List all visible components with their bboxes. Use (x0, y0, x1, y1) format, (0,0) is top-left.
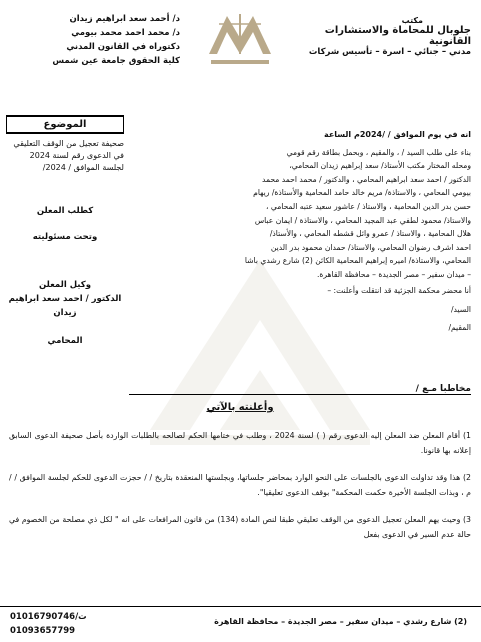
office-name: جلوبال للمحاماة والاستشارات القانونية (324, 25, 471, 47)
subject-description: صحيفة تعجيل من الوقف التعليقي في الدعوى رقم لسنة 2024 لجلسة الموافق / 2024/ (13, 139, 124, 172)
body-line: هلال المحامية ، والاستاذ / عمرو وائل قشطه المحامي ، والأستاذ/ (269, 229, 471, 239)
list-item: 2) هذا وقد تداولت الدعوى بالجلسات على النحو الوارد بمحاضر جلساتها، وبجلستها المنعقدة بتاريخ / / حجزت الدعوى للحكم لجلسة الموافق / / م ، وبذات الجلسة الأخيرة حكمت المحكمة" بوقف الدعوى تعليقيا". (9, 473, 471, 497)
agent-name: الدكتور / احمد سعد ابراهيم زيدان (8, 294, 122, 318)
footer-address: (2) شارع رشدي – ميدان سفير – مصر الجديدة – محافظة القاهرة (214, 617, 467, 626)
body-line: ومحله المختار مكتب الأستاذ/ سعد إبراهيم زيدان المحامي، (289, 161, 471, 171)
announce-title: وأعلنته بالآتي (206, 402, 274, 413)
body-line: بيومي المحامي ، والاستاذة/ مريم خالد حامد المحامية والأستاذة/ ريهام (253, 188, 471, 198)
body-line: المحامي، والاستاذة/ اميره إبراهيم المحامية الكائن (2) شارع رشدي باشا (244, 256, 471, 266)
body-line: – ميدان سفير – مصر الجديدة – محافظة القاهرة. (316, 269, 471, 279)
phone-2: 01093657799 (10, 626, 76, 636)
subject-title: الموضوع (6, 115, 124, 134)
footer-phones (10, 610, 87, 638)
office-services: مدني – جنائي – اسرة – تأسيس شركات (308, 47, 471, 57)
agent-title: وكيل المعلن (39, 280, 91, 290)
lawyer-line-1: د/ أحمد سعد ابراهيم زيدان (69, 14, 180, 24)
requester-sub: وتحت مسئوليته (32, 232, 98, 242)
mr-label: السيد/ (450, 305, 471, 315)
body-line: احمد اشرف رضوان المحامي، والاستاذ/ حمدان محمود بدر الدين (270, 242, 471, 252)
lawyer-line-3: دكتوراه في القانون المدني (66, 42, 180, 52)
office-info (281, 16, 471, 57)
body-line: بناء على طلب السيد / ، والمقيم ، وبحمل بطاقة رقم قومي (286, 147, 471, 157)
list-item: 3) وحيث يهم المعلن تعجيل الدعوى من الوقف تعليقي طبقا لنص المادة (134) من قانون المرافعات على انه " لكل ذي مصلحة من الخصوم في حالة عدم السير في الدعوى بفعل (9, 515, 471, 539)
date-line: انه في يوم الموافق / /2024م الساعة (323, 130, 471, 139)
agent-role: المحامي (47, 336, 83, 346)
main-body (129, 128, 471, 334)
body-line: والاستاذ/ محمود لطفي عبد المجيد المحامي ، والاستاذة / ايمان عباس (254, 215, 471, 225)
bailiff-line: أنا محضر محكمة الجزئية قد انتقلت وأعلنت: – (327, 285, 471, 295)
lawyers-info (8, 12, 180, 68)
lawyer-line-2: د/ محمد احمد محمد بيومي (71, 28, 180, 38)
company-logo (205, 10, 275, 72)
lawyer-line-4: كلية الحقوق جامعة عين شمس (52, 56, 180, 66)
list-item: 1) أقام المعلن ضد المعلن إليه الدعوى رقم ( ) لسنة 2024 ، وطلب في ختامها الحكم لصالحه بالطلبات الواردة بأصل صحيفة الدعوى السابق إعلانه بها قانونا. (9, 431, 472, 455)
resident-label: المقيم/ (448, 322, 471, 332)
phone-1: ت/01016790746 (10, 612, 87, 622)
office-label: مكتب (401, 16, 423, 25)
notice-with: مخاطبا مـع / (129, 384, 471, 395)
items-list (9, 428, 471, 554)
requester-title: كطلب المعلن (36, 206, 94, 216)
side-column (6, 115, 124, 348)
body-line: حسن بدر الدين المحامية ، والاستاذ / عاشور سعيد عتبه المحامي ، (266, 201, 471, 211)
body-line: الدكتور / احمد سعد ابراهيم المحامي ، والدكتور / محمد احمد محمد (262, 174, 471, 184)
footer (0, 606, 481, 642)
